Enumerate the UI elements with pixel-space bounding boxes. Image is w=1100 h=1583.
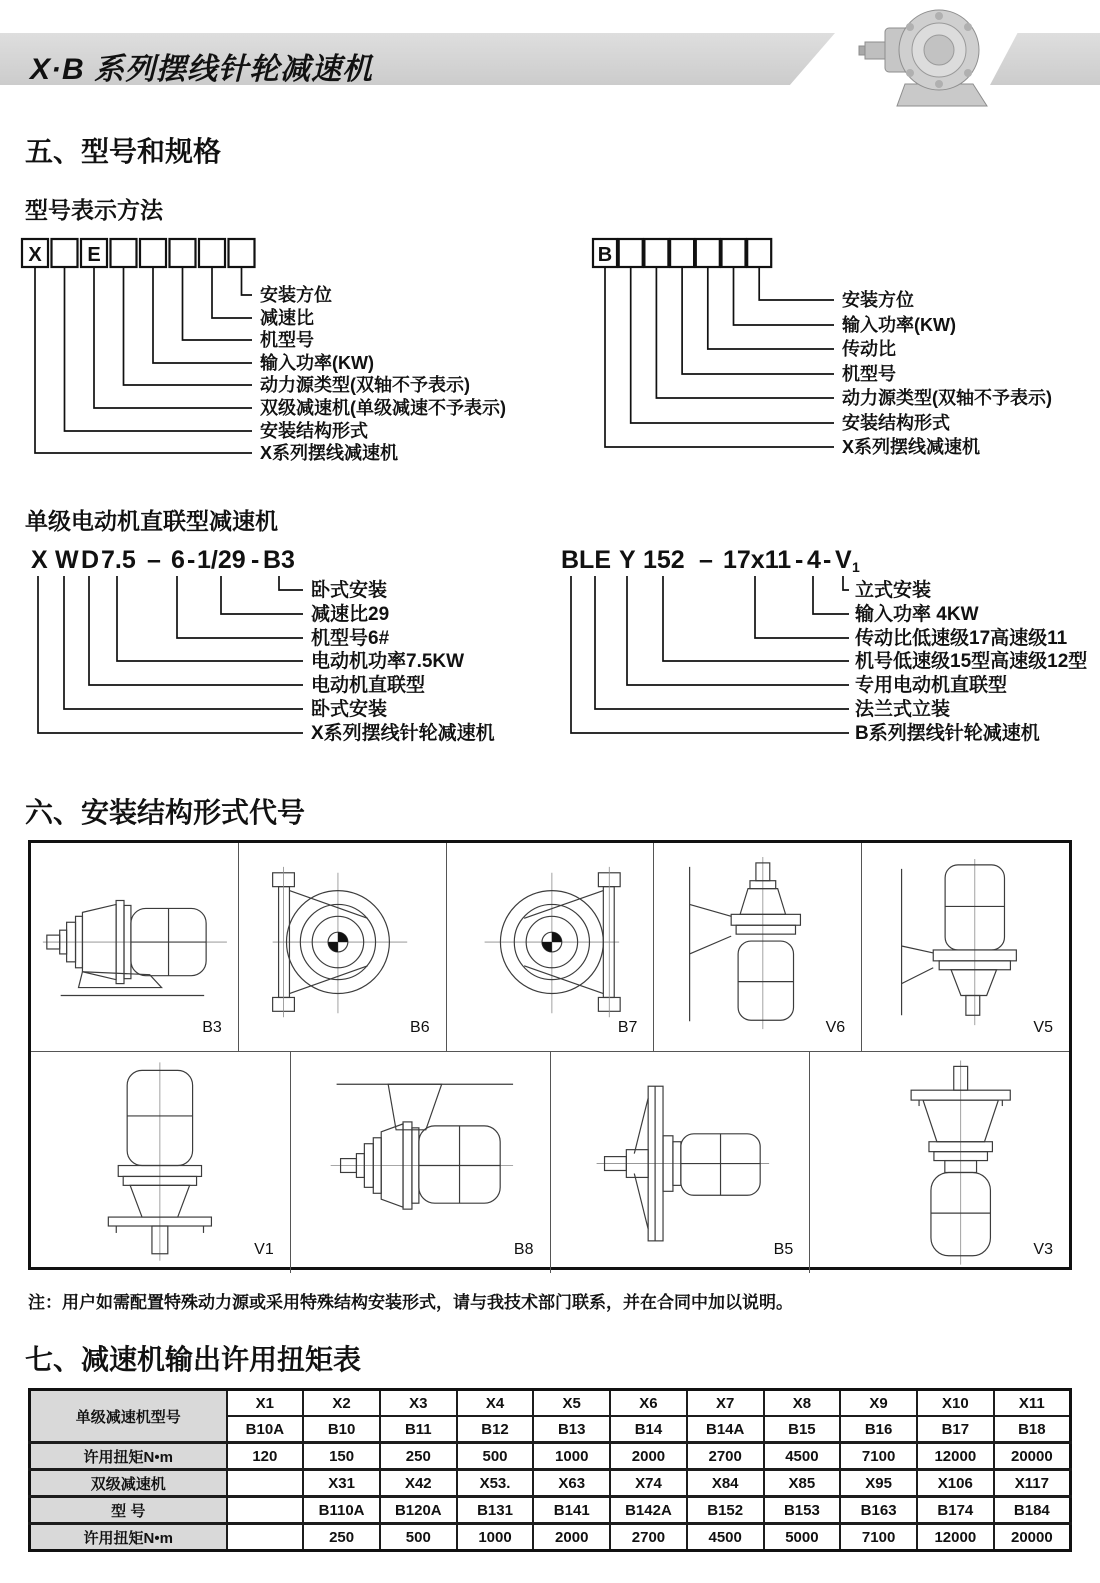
table-cell: 2700 xyxy=(687,1443,764,1470)
table-cell: X8 xyxy=(764,1390,841,1417)
row-label: 型 号 xyxy=(30,1497,227,1524)
code-field-label: 动力源类型(双轴不予表示) xyxy=(260,375,470,395)
code-field-label: X系列摆线减速机 xyxy=(260,443,399,463)
table-cell: X31 xyxy=(303,1470,380,1497)
model-token: 152 xyxy=(643,546,685,574)
mount-code-label: B6 xyxy=(410,1019,430,1036)
model-token: – xyxy=(699,546,713,574)
table-cell: 4500 xyxy=(687,1524,764,1551)
model-token: 6 xyxy=(171,546,185,574)
section-6-title: 六、安装结构形式代号 xyxy=(25,797,306,828)
table-cell: 150 xyxy=(303,1443,380,1470)
table-cell: 2000 xyxy=(610,1443,687,1470)
table-cell: B15 xyxy=(764,1416,841,1443)
mount-code-label: B5 xyxy=(773,1241,794,1259)
model-token: B3 xyxy=(263,546,295,574)
torque-table-wrap xyxy=(28,1388,1072,1552)
code-field-label: X系列摆线减速机 xyxy=(842,437,981,457)
row-label: 许用扭矩N•m xyxy=(30,1443,227,1470)
mount-code-label: V6 xyxy=(825,1019,846,1036)
table-cell: B141 xyxy=(533,1497,610,1524)
model-field-label: 减速比29 xyxy=(311,604,390,625)
mount-cell-v3 xyxy=(810,1052,1069,1273)
table-cell: B16 xyxy=(840,1416,917,1443)
example-model-x xyxy=(25,542,555,757)
model-token: W xyxy=(55,546,79,574)
table-cell: B120A xyxy=(380,1497,457,1524)
code-field-label: 双级减速机(单级减速不予表示) xyxy=(260,398,506,418)
code-letter: X xyxy=(28,244,42,266)
model-field-label: 卧式安装 xyxy=(311,580,388,601)
mount-code-label: V5 xyxy=(1033,1019,1053,1036)
table-cell: X2 xyxy=(303,1390,380,1417)
code-field-label: 安装方位 xyxy=(260,285,332,305)
mount-drawing-v3 xyxy=(810,1052,1069,1273)
table-cell: 120 xyxy=(227,1443,304,1470)
model-field-label: B系列摆线针轮减速机 xyxy=(855,723,1040,744)
model-field-label: 专用电动机直联型 xyxy=(855,675,1008,696)
table-cell: B11 xyxy=(380,1416,457,1443)
mount-cell-b5 xyxy=(551,1052,811,1273)
model-token: - xyxy=(251,546,260,574)
table-cell: X117 xyxy=(994,1470,1071,1497)
table-cell: B10 xyxy=(303,1416,380,1443)
mount-code-label: B7 xyxy=(617,1019,638,1036)
table-cell: B13 xyxy=(533,1416,610,1443)
code-field-label: 安装方位 xyxy=(842,290,914,310)
table-cell: 7100 xyxy=(840,1443,917,1470)
mounting-row-2 xyxy=(31,1052,1069,1273)
table-cell: 7100 xyxy=(840,1524,917,1551)
model-field-label: 法兰式立装 xyxy=(855,699,951,720)
model-token: 4 xyxy=(807,546,821,574)
row-label: 双级减速机 xyxy=(30,1470,227,1497)
table-cell: B14A xyxy=(687,1416,764,1443)
table-row xyxy=(30,1497,1071,1524)
single-stage-title: 单级电动机直联型减速机 xyxy=(25,508,278,534)
example-model-b xyxy=(555,542,1100,757)
table-cell: B18 xyxy=(994,1416,1071,1443)
table-row xyxy=(30,1443,1071,1470)
table-cell: B10A xyxy=(227,1416,304,1443)
model-token: 7.5 xyxy=(101,546,136,574)
code-field-label: 输入功率(KW) xyxy=(842,315,956,335)
table-cell: X10 xyxy=(917,1390,994,1417)
model-token-subscript: 1 xyxy=(852,559,860,575)
code-letter: B xyxy=(597,244,613,266)
model-token: 17x11 xyxy=(723,546,792,574)
model-field-label: X系列摆线针轮减速机 xyxy=(311,723,495,744)
code-field-label: 安装结构形式 xyxy=(260,421,368,441)
model-field-label: 机号低速级15型高速级12型 xyxy=(855,651,1088,672)
section-7-title: 七、减速机输出许用扭矩表 xyxy=(25,1344,362,1375)
mount-code-label: V1 xyxy=(254,1241,274,1259)
table-cell: 2000 xyxy=(533,1524,610,1551)
page-title: X·B 系列摆线针轮减速机 xyxy=(30,53,373,86)
table-cell: 12000 xyxy=(917,1524,994,1551)
table-cell: B163 xyxy=(840,1497,917,1524)
table-row xyxy=(30,1390,1071,1417)
table-cell: X4 xyxy=(457,1390,534,1417)
model-field-label: 机型号6# xyxy=(311,628,390,649)
table-cell: B174 xyxy=(917,1497,994,1524)
mount-cell-b3 xyxy=(31,843,239,1051)
table-cell: X9 xyxy=(840,1390,917,1417)
mount-cell-b7 xyxy=(447,843,655,1051)
mount-code-label: B3 xyxy=(202,1019,222,1036)
mounting-row-1 xyxy=(31,843,1069,1052)
method-title: 型号表示方法 xyxy=(25,197,163,223)
code-field-label: 安装结构形式 xyxy=(842,413,950,433)
table-cell: B14 xyxy=(610,1416,687,1443)
mount-cell-v6 xyxy=(654,843,862,1051)
table-cell: X6 xyxy=(610,1390,687,1417)
table-cell: B17 xyxy=(917,1416,994,1443)
table-cell: 250 xyxy=(303,1524,380,1551)
table-cell: B12 xyxy=(457,1416,534,1443)
mount-cell-b8 xyxy=(291,1052,551,1273)
model-field-label: 电动机功率7.5KW xyxy=(311,651,465,672)
table-cell: 250 xyxy=(380,1443,457,1470)
table-cell xyxy=(227,1470,304,1497)
table-cell: 500 xyxy=(457,1443,534,1470)
table-row xyxy=(30,1470,1071,1497)
table-cell: 20000 xyxy=(994,1443,1071,1470)
code-field-label: 减速比 xyxy=(260,308,314,328)
table-cell: X84 xyxy=(687,1470,764,1497)
code-field-label: 输入功率(KW) xyxy=(260,353,374,373)
model-token: Y xyxy=(619,546,636,574)
model-token: - xyxy=(187,546,196,574)
table-cell: X85 xyxy=(764,1470,841,1497)
model-field-label: 电动机直联型 xyxy=(311,675,426,696)
table-cell: B184 xyxy=(994,1497,1071,1524)
mounting-forms-grid xyxy=(28,840,1072,1270)
mount-drawing-b5 xyxy=(551,1052,810,1273)
table-cell: X1 xyxy=(227,1390,304,1417)
table-cell: B110A xyxy=(303,1497,380,1524)
mount-cell-v1 xyxy=(31,1052,291,1273)
section-5-title: 五、型号和规格 xyxy=(25,136,222,167)
table-cell: B152 xyxy=(687,1497,764,1524)
model-field-label: 传动比低速级17高速级11 xyxy=(855,628,1068,649)
model-field-label: 立式安装 xyxy=(855,580,932,601)
model-token: BLE xyxy=(561,546,611,574)
table-cell: 2700 xyxy=(610,1524,687,1551)
table-cell: 20000 xyxy=(994,1524,1071,1551)
model-token: X xyxy=(31,546,48,574)
code-field-label: 传动比 xyxy=(842,339,896,359)
row-label: 单级减速机型号 xyxy=(30,1390,227,1443)
table-cell: X95 xyxy=(840,1470,917,1497)
table-cell: X106 xyxy=(917,1470,994,1497)
table-cell: B142A xyxy=(610,1497,687,1524)
table-cell xyxy=(227,1497,304,1524)
mount-cell-v5 xyxy=(862,843,1069,1051)
table-cell: X42 xyxy=(380,1470,457,1497)
table-cell: 4500 xyxy=(764,1443,841,1470)
table-cell: B153 xyxy=(764,1497,841,1524)
table-cell: X11 xyxy=(994,1390,1071,1417)
torque-table xyxy=(28,1388,1072,1552)
table-cell: 1000 xyxy=(533,1443,610,1470)
code-field-label: 机型号 xyxy=(842,364,896,384)
mount-code-label: B8 xyxy=(513,1241,534,1259)
model-token: D xyxy=(81,546,100,574)
table-cell: 500 xyxy=(380,1524,457,1551)
model-token: - xyxy=(823,546,832,574)
table-cell: X53. xyxy=(457,1470,534,1497)
table-row xyxy=(30,1524,1071,1551)
gearbox-product-image xyxy=(845,0,1010,125)
model-token: V xyxy=(835,546,852,574)
model-field-label: 卧式安装 xyxy=(311,699,388,720)
table-cell: 5000 xyxy=(764,1524,841,1551)
mount-code-label: V3 xyxy=(1033,1241,1053,1259)
code-letter: E xyxy=(87,244,101,266)
table-cell: X3 xyxy=(380,1390,457,1417)
table-cell: 12000 xyxy=(917,1443,994,1470)
model-code-diagram-x xyxy=(20,237,580,472)
mount-drawing-b8 xyxy=(291,1052,550,1273)
table-cell xyxy=(227,1524,304,1551)
code-field-label: 机型号 xyxy=(260,330,314,350)
row-label: 许用扭矩N•m xyxy=(30,1524,227,1551)
model-token: – xyxy=(147,546,161,574)
model-field-label: 输入功率 4KW xyxy=(855,604,979,625)
table-cell: X63 xyxy=(533,1470,610,1497)
model-token: - xyxy=(795,546,804,574)
table-cell: X7 xyxy=(687,1390,764,1417)
model-code-diagram-b xyxy=(590,237,1100,472)
mount-cell-b6 xyxy=(239,843,447,1051)
mount-drawing-v1 xyxy=(31,1052,290,1273)
footnote: 注：用户如需配置特殊动力源或采用特殊结构安装形式，请与我技术部门联系，并在合同中加以说明。 xyxy=(28,1293,793,1312)
table-cell: X5 xyxy=(533,1390,610,1417)
table-cell: X74 xyxy=(610,1470,687,1497)
table-cell: B131 xyxy=(457,1497,534,1524)
model-token: 1/29 xyxy=(197,546,246,574)
code-field-label: 动力源类型(双轴不予表示) xyxy=(842,388,1052,408)
table-cell: 1000 xyxy=(457,1524,534,1551)
